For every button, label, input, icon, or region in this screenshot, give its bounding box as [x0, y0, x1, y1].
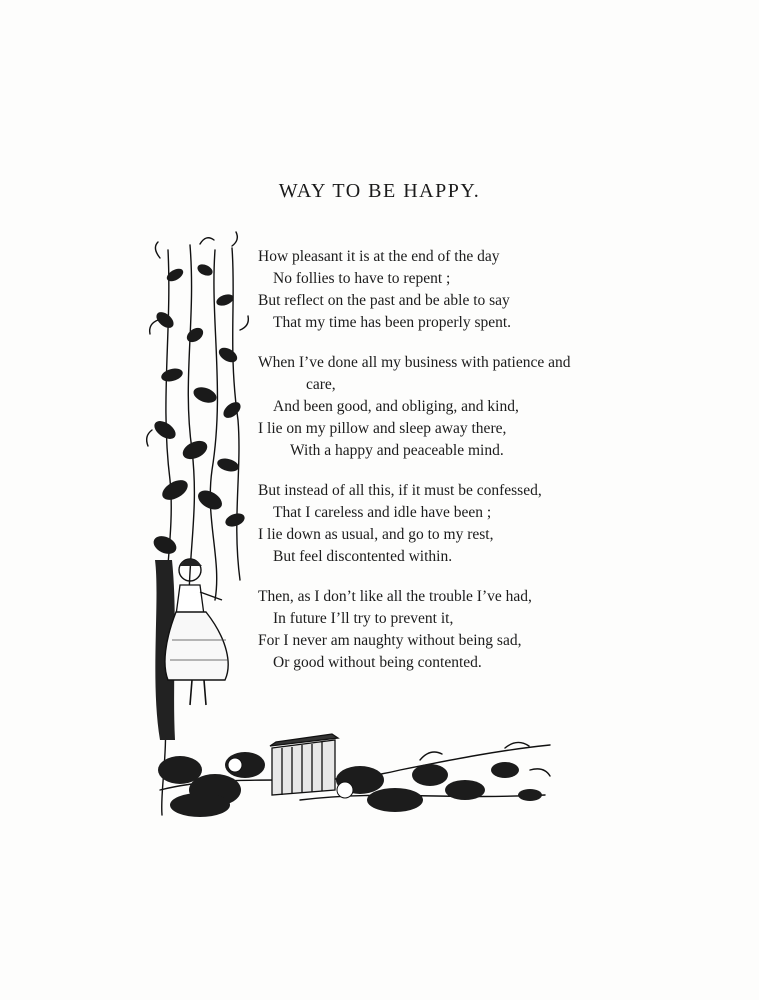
poem-line: I lie down as usual, and go to my rest, — [258, 526, 494, 543]
poem-line: For I never am naughty without being sad, — [258, 632, 522, 649]
poem-line: How pleasant it is at the end of the day — [258, 248, 500, 265]
poem-title: WAY TO BE HAPPY. — [278, 180, 481, 202]
poem-line: And been good, and obliging, and kind, — [273, 398, 519, 415]
poem-line: care, — [306, 376, 336, 393]
poem-line: I lie on my pillow and sleep away there, — [258, 420, 507, 437]
poem-line: With a happy and peaceable mind. — [290, 442, 504, 459]
poem-line: Or good without being contented. — [273, 654, 482, 671]
poem-line: In future I’ll try to prevent it, — [273, 610, 454, 627]
poem-line: That my time has been properly spent. — [273, 314, 512, 331]
poem-line: When I’ve done all my business with patience and — [258, 354, 571, 371]
poem-line: No follies to have to repent ; — [273, 270, 451, 287]
poem-line: That I careless and idle have been ; — [273, 504, 492, 521]
poem-line: But feel discontented within. — [273, 548, 453, 565]
poem-line: Then, as I don’t like all the trouble I’ve had, — [258, 588, 532, 605]
poem-line: But instead of all this, if it must be confessed, — [258, 482, 542, 499]
poem-line: But reflect on the past and be able to say — [258, 292, 510, 309]
